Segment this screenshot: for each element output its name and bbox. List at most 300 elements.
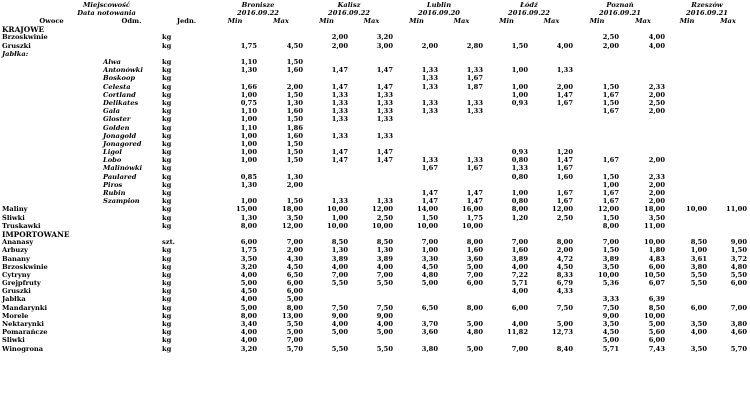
price-min [666, 75, 708, 83]
price-max: 1,30 [286, 172, 303, 181]
price-max [258, 34, 304, 42]
price-min [574, 140, 620, 148]
section-title: IMPORTOWANE [2, 230, 70, 239]
price-min: 1,33 [421, 107, 438, 116]
price-min: 1,10 [240, 107, 257, 116]
price-max [708, 222, 748, 230]
unit: kg [162, 132, 172, 140]
price-min: 1,33 [331, 107, 348, 116]
table-row [1, 337, 748, 345]
variety-name [102, 247, 161, 255]
price-max: 1,33 [466, 99, 483, 107]
price-max: 5,70 [730, 344, 747, 353]
price-min [484, 132, 529, 140]
price-max [439, 312, 484, 320]
price-max [708, 198, 748, 206]
price-min: 1,33 [331, 91, 348, 99]
price-max: 5,00 [286, 295, 303, 304]
price-min: 1,47 [331, 82, 348, 91]
fruit-name [1, 140, 102, 148]
price-max: 5,00 [286, 328, 303, 337]
price-max: 5,50 [730, 271, 747, 279]
price-min: 3,40 [240, 320, 257, 329]
price-max [708, 296, 748, 304]
unit: kg [162, 172, 172, 181]
price-min: 1,47 [331, 156, 348, 165]
table-row [1, 91, 748, 99]
price-min: 4,00 [240, 336, 257, 345]
price-max [349, 75, 394, 83]
price-max: 18,00 [644, 205, 665, 214]
unit: kg [162, 197, 172, 206]
price-max: 4,00 [556, 41, 573, 50]
price-max: 2,00 [648, 197, 665, 206]
price-min: 10,00 [327, 222, 348, 230]
price-min [574, 116, 620, 124]
price-max: 5,00 [648, 320, 665, 329]
variety-name: Alwa [103, 58, 121, 67]
price-min: 1,00 [511, 82, 528, 91]
price-max: 1,47 [556, 156, 573, 165]
unit: szt. [162, 238, 175, 247]
price-max: 1,50 [730, 246, 747, 255]
price-min: 1,33 [421, 74, 438, 83]
variety-name: Szampion [103, 197, 140, 206]
price-max: 13,00 [282, 312, 303, 320]
price-max [620, 148, 666, 156]
price-max: 4,60 [730, 328, 747, 337]
price-max [258, 50, 304, 58]
price-min: 3,50 [240, 254, 257, 263]
price-max [708, 107, 748, 115]
price-min [304, 189, 349, 197]
price-max: 4,50 [556, 263, 573, 271]
price-max: 3,50 [286, 213, 303, 222]
price-min: 1,30 [240, 213, 257, 222]
price-max [708, 83, 748, 91]
price-min: 1,50 [511, 41, 528, 50]
city-name: Bronisze [241, 1, 275, 9]
price-max: 12,73 [552, 328, 573, 337]
price-max: 8,50 [376, 238, 393, 247]
variety-name [102, 34, 161, 42]
price-min: 5,00 [240, 303, 257, 312]
price-max [529, 107, 574, 115]
price-min: 7,50 [331, 303, 348, 312]
city-date: 2016.09.22 [508, 9, 550, 17]
city-date: 2016.09.20 [418, 9, 460, 17]
price-max: 8,00 [466, 238, 483, 247]
price-min [666, 50, 708, 58]
price-min [484, 296, 529, 304]
price-max: 5,50 [376, 344, 393, 353]
price-max: 10,50 [644, 271, 665, 279]
variety-name [102, 345, 161, 353]
price-max [258, 189, 304, 197]
price-min: 1,30 [240, 181, 257, 189]
price-min [304, 75, 349, 83]
price-min: 1,67 [421, 164, 438, 173]
price-min [304, 296, 349, 304]
price-min [212, 165, 258, 173]
table-row [1, 173, 748, 181]
price-min: 4,00 [240, 328, 257, 337]
price-min: 4,80 [421, 271, 438, 279]
table-row [1, 67, 748, 75]
price-min [666, 83, 708, 91]
price-max: 1,67 [556, 99, 573, 107]
price-min: 3,50 [602, 263, 619, 271]
table-row [1, 165, 748, 173]
price-max [529, 34, 574, 42]
price-min: 4,00 [240, 271, 257, 279]
price-min: 7,50 [602, 303, 619, 312]
unit: kg [162, 82, 172, 91]
fruit-name: Banany [2, 254, 30, 263]
price-max: 2,80 [466, 41, 483, 50]
variety-name: Malinówki [103, 164, 143, 173]
price-max: 1,50 [286, 156, 303, 165]
price-min [666, 116, 708, 124]
fruit-name: Arbuzy [2, 246, 28, 255]
price-min [394, 312, 439, 320]
price-max: 1,33 [556, 66, 573, 75]
price-min: 6,00 [240, 238, 257, 247]
price-min: 8,50 [331, 238, 348, 247]
price-max [439, 58, 484, 66]
variety-name: Paulared [103, 172, 137, 181]
table-row [1, 116, 748, 124]
fruit-name: Cytryny [2, 271, 31, 279]
price-max [349, 288, 394, 296]
price-max: 1,33 [376, 197, 393, 206]
price-min: 3,89 [331, 254, 348, 263]
price-max: 3,00 [376, 41, 393, 50]
price-min: 1,50 [602, 99, 619, 107]
price-max [708, 42, 748, 50]
price-min: 7,00 [602, 238, 619, 247]
unit: kg [162, 222, 172, 230]
price-min [666, 157, 708, 165]
price-max: 8,00 [556, 238, 573, 247]
price-max [439, 140, 484, 148]
price-min: 1,00 [240, 148, 257, 157]
fruit-name [1, 67, 102, 75]
price-max [708, 91, 748, 99]
price-min: 3,70 [421, 320, 438, 329]
price-min: 1,75 [240, 41, 257, 50]
price-max [349, 140, 394, 148]
price-max: 4,33 [556, 287, 573, 296]
price-max: 18,00 [282, 205, 303, 214]
price-min [666, 337, 708, 345]
price-max: 6,00 [648, 263, 665, 271]
price-max: 4,83 [648, 254, 665, 263]
price-max [529, 75, 574, 83]
price-max [258, 75, 304, 83]
price-max: 7,43 [648, 344, 665, 353]
place-label: Miejscowość [83, 1, 130, 9]
price-max: 6,00 [648, 336, 665, 345]
unit: kg [162, 312, 172, 320]
price-min [212, 189, 258, 197]
variety-name [102, 238, 161, 246]
price-max: 6,00 [286, 279, 303, 288]
city-date: 2016.09.22 [328, 9, 370, 17]
price-min [666, 165, 708, 173]
variety-name [102, 288, 161, 296]
price-max: 1,67 [556, 189, 573, 198]
table-body [1, 26, 748, 354]
unit: kg [162, 181, 172, 189]
group-label-row [1, 50, 748, 58]
price-min [394, 296, 439, 304]
price-min: 4,00 [240, 295, 257, 304]
table-row [1, 206, 748, 214]
unit: kg [162, 254, 172, 263]
price-max: 1,86 [286, 123, 303, 132]
price-max: 7,00 [466, 271, 483, 279]
price-max: 8,00 [466, 303, 483, 312]
fruit-name [1, 91, 102, 99]
price-min: 1,50 [602, 246, 619, 255]
price-min [484, 75, 529, 83]
price-min: 1,00 [240, 140, 257, 148]
price-max [349, 165, 394, 173]
price-max: 8,40 [556, 344, 573, 353]
price-min: 1,33 [421, 66, 438, 75]
price-max: 1,60 [286, 132, 303, 140]
fruit-name: Brzoskwinie [2, 33, 48, 42]
price-max [349, 173, 394, 181]
price-min: 3,20 [240, 263, 257, 271]
price-min [484, 181, 529, 189]
price-max: 5,00 [466, 263, 483, 271]
variety-name [102, 320, 161, 328]
price-max: 3,89 [376, 254, 393, 263]
city-name: Łódź [520, 1, 538, 9]
variety-name: Ligol [103, 148, 122, 157]
city-name: Poznań [606, 1, 634, 9]
price-min: 5,50 [331, 344, 348, 353]
price-min [304, 50, 349, 58]
price-min: 1,50 [602, 213, 619, 222]
variety-name [102, 304, 161, 312]
fruit-name: Winogrona [2, 344, 44, 353]
price-max [349, 58, 394, 66]
price-min: 1,00 [511, 91, 528, 99]
price-min [394, 50, 439, 58]
variety-name [102, 263, 161, 271]
price-max: 6,07 [648, 279, 665, 288]
max-header: Max [363, 17, 380, 26]
price-min: 15,00 [236, 205, 257, 214]
table-row [1, 198, 748, 206]
max-header: Max [453, 17, 470, 26]
unit: kg [162, 107, 172, 116]
fruit-name [1, 107, 102, 115]
price-min [666, 181, 708, 189]
price-max: 3,20 [376, 33, 393, 42]
unit: kg [162, 58, 172, 67]
price-min: 1,00 [511, 66, 528, 75]
price-min [212, 75, 258, 83]
price-min: 1,33 [421, 156, 438, 165]
price-min: 1,33 [421, 82, 438, 91]
price-min [484, 34, 529, 42]
max-header: Max [543, 17, 560, 26]
price-max: 2,50 [376, 213, 393, 222]
price-min: 4,50 [602, 328, 619, 337]
price-min [394, 288, 439, 296]
price-max: 2,33 [648, 172, 665, 181]
price-min [574, 148, 620, 156]
price-min: 4,00 [331, 320, 348, 329]
unit: kg [162, 99, 172, 107]
price-min: 1,67 [602, 197, 619, 206]
price-max: 7,00 [376, 271, 393, 279]
price-min [304, 124, 349, 132]
price-max: 4,00 [376, 320, 393, 329]
unit: kg [162, 74, 172, 83]
price-max: 6,00 [466, 279, 483, 288]
price-max: 1,33 [376, 115, 393, 124]
unit: kg [162, 320, 172, 329]
price-min: 10,00 [417, 222, 438, 230]
price-max: 1,50 [286, 115, 303, 124]
price-max: 1,47 [466, 197, 483, 206]
price-min [304, 173, 349, 181]
price-min [394, 148, 439, 156]
price-min: 7,00 [421, 238, 438, 247]
price-min: 1,33 [331, 115, 348, 124]
price-max: 11,00 [726, 205, 747, 214]
variety-name: Rubin [103, 189, 126, 198]
price-max: 1,47 [376, 156, 393, 165]
price-max [708, 181, 748, 189]
variety-name [102, 312, 161, 320]
price-max: 2,50 [648, 99, 665, 107]
price-max: 5,60 [648, 328, 665, 337]
fruit-name: Brzoskwinie [2, 263, 48, 271]
price-max [529, 124, 574, 132]
price-max: 2,00 [286, 82, 303, 91]
price-max [620, 116, 666, 124]
price-max [349, 189, 394, 197]
price-min: 4,00 [511, 263, 528, 271]
price-max: 3,60 [466, 254, 483, 263]
price-min: 12,00 [598, 205, 619, 214]
price-min: 5,50 [331, 279, 348, 288]
price-max [620, 165, 666, 173]
price-max [529, 181, 574, 189]
price-min: 7,00 [511, 344, 528, 353]
table-row [1, 132, 748, 140]
price-max [349, 50, 394, 58]
price-max: 9,00 [730, 238, 747, 247]
price-max [708, 173, 748, 181]
price-min: 1,00 [240, 156, 257, 165]
price-max: 9,00 [376, 312, 393, 320]
price-min [666, 58, 708, 66]
price-min: 8,50 [690, 238, 707, 247]
price-max [620, 124, 666, 132]
fruit-name [1, 116, 102, 124]
variety-name [102, 337, 161, 345]
fruit-name: Gruszki [2, 287, 31, 296]
city-name: Kalisz [337, 1, 361, 9]
price-max: 5,70 [286, 344, 303, 353]
table-row [1, 124, 748, 132]
table-row [1, 271, 748, 279]
price-min: 1,50 [421, 213, 438, 222]
price-max: 6,79 [556, 279, 573, 288]
price-max [439, 34, 484, 42]
fruit-name [1, 132, 102, 140]
price-max: 6,00 [730, 279, 747, 288]
price-max: 7,00 [730, 303, 747, 312]
table-row [1, 181, 748, 189]
price-min: 1,50 [602, 172, 619, 181]
variety-name [102, 222, 161, 230]
price-min: 1,00 [331, 213, 348, 222]
fruit-name: Maliny [2, 205, 28, 214]
price-max [439, 296, 484, 304]
unit: kg [162, 344, 172, 353]
price-max [529, 50, 574, 58]
price-max [708, 34, 748, 42]
variety-name [102, 296, 161, 304]
table-row [1, 189, 748, 197]
price-min: 0,93 [511, 99, 528, 107]
variety-name: Piros [103, 181, 123, 189]
col-unit: Jedn. [176, 17, 197, 26]
price-max: 3,80 [730, 320, 747, 329]
price-max: 1,20 [556, 148, 573, 157]
table-row [1, 288, 748, 296]
unit: kg [162, 41, 172, 50]
price-max: 5,50 [286, 320, 303, 329]
price-min: 2,00 [331, 33, 348, 42]
variety-name [102, 42, 161, 50]
price-min: 0,93 [511, 148, 528, 157]
price-min: 5,00 [331, 328, 348, 337]
price-max [708, 132, 748, 140]
fruit-name: Śliwki [2, 336, 25, 345]
price-min [666, 107, 708, 115]
price-min: 1,00 [421, 246, 438, 255]
price-min: 7,22 [511, 271, 528, 279]
price-min [394, 34, 439, 42]
price-max: 10,00 [644, 238, 665, 247]
price-min: 0,75 [240, 99, 257, 107]
price-max: 12,00 [372, 205, 393, 214]
fruit-name [1, 148, 102, 156]
price-min: 3,61 [690, 254, 707, 263]
price-min [394, 58, 439, 66]
price-min [574, 288, 620, 296]
price-min: 1,00 [240, 197, 257, 206]
price-min [304, 58, 349, 66]
price-min [666, 312, 708, 320]
variety-name: Delikates [103, 99, 139, 107]
price-min: 0,80 [511, 172, 528, 181]
fruit-name [1, 58, 102, 66]
price-min: 4,50 [421, 263, 438, 271]
price-max [529, 337, 574, 345]
table-row [1, 312, 748, 320]
price-max: 4,00 [648, 33, 665, 42]
